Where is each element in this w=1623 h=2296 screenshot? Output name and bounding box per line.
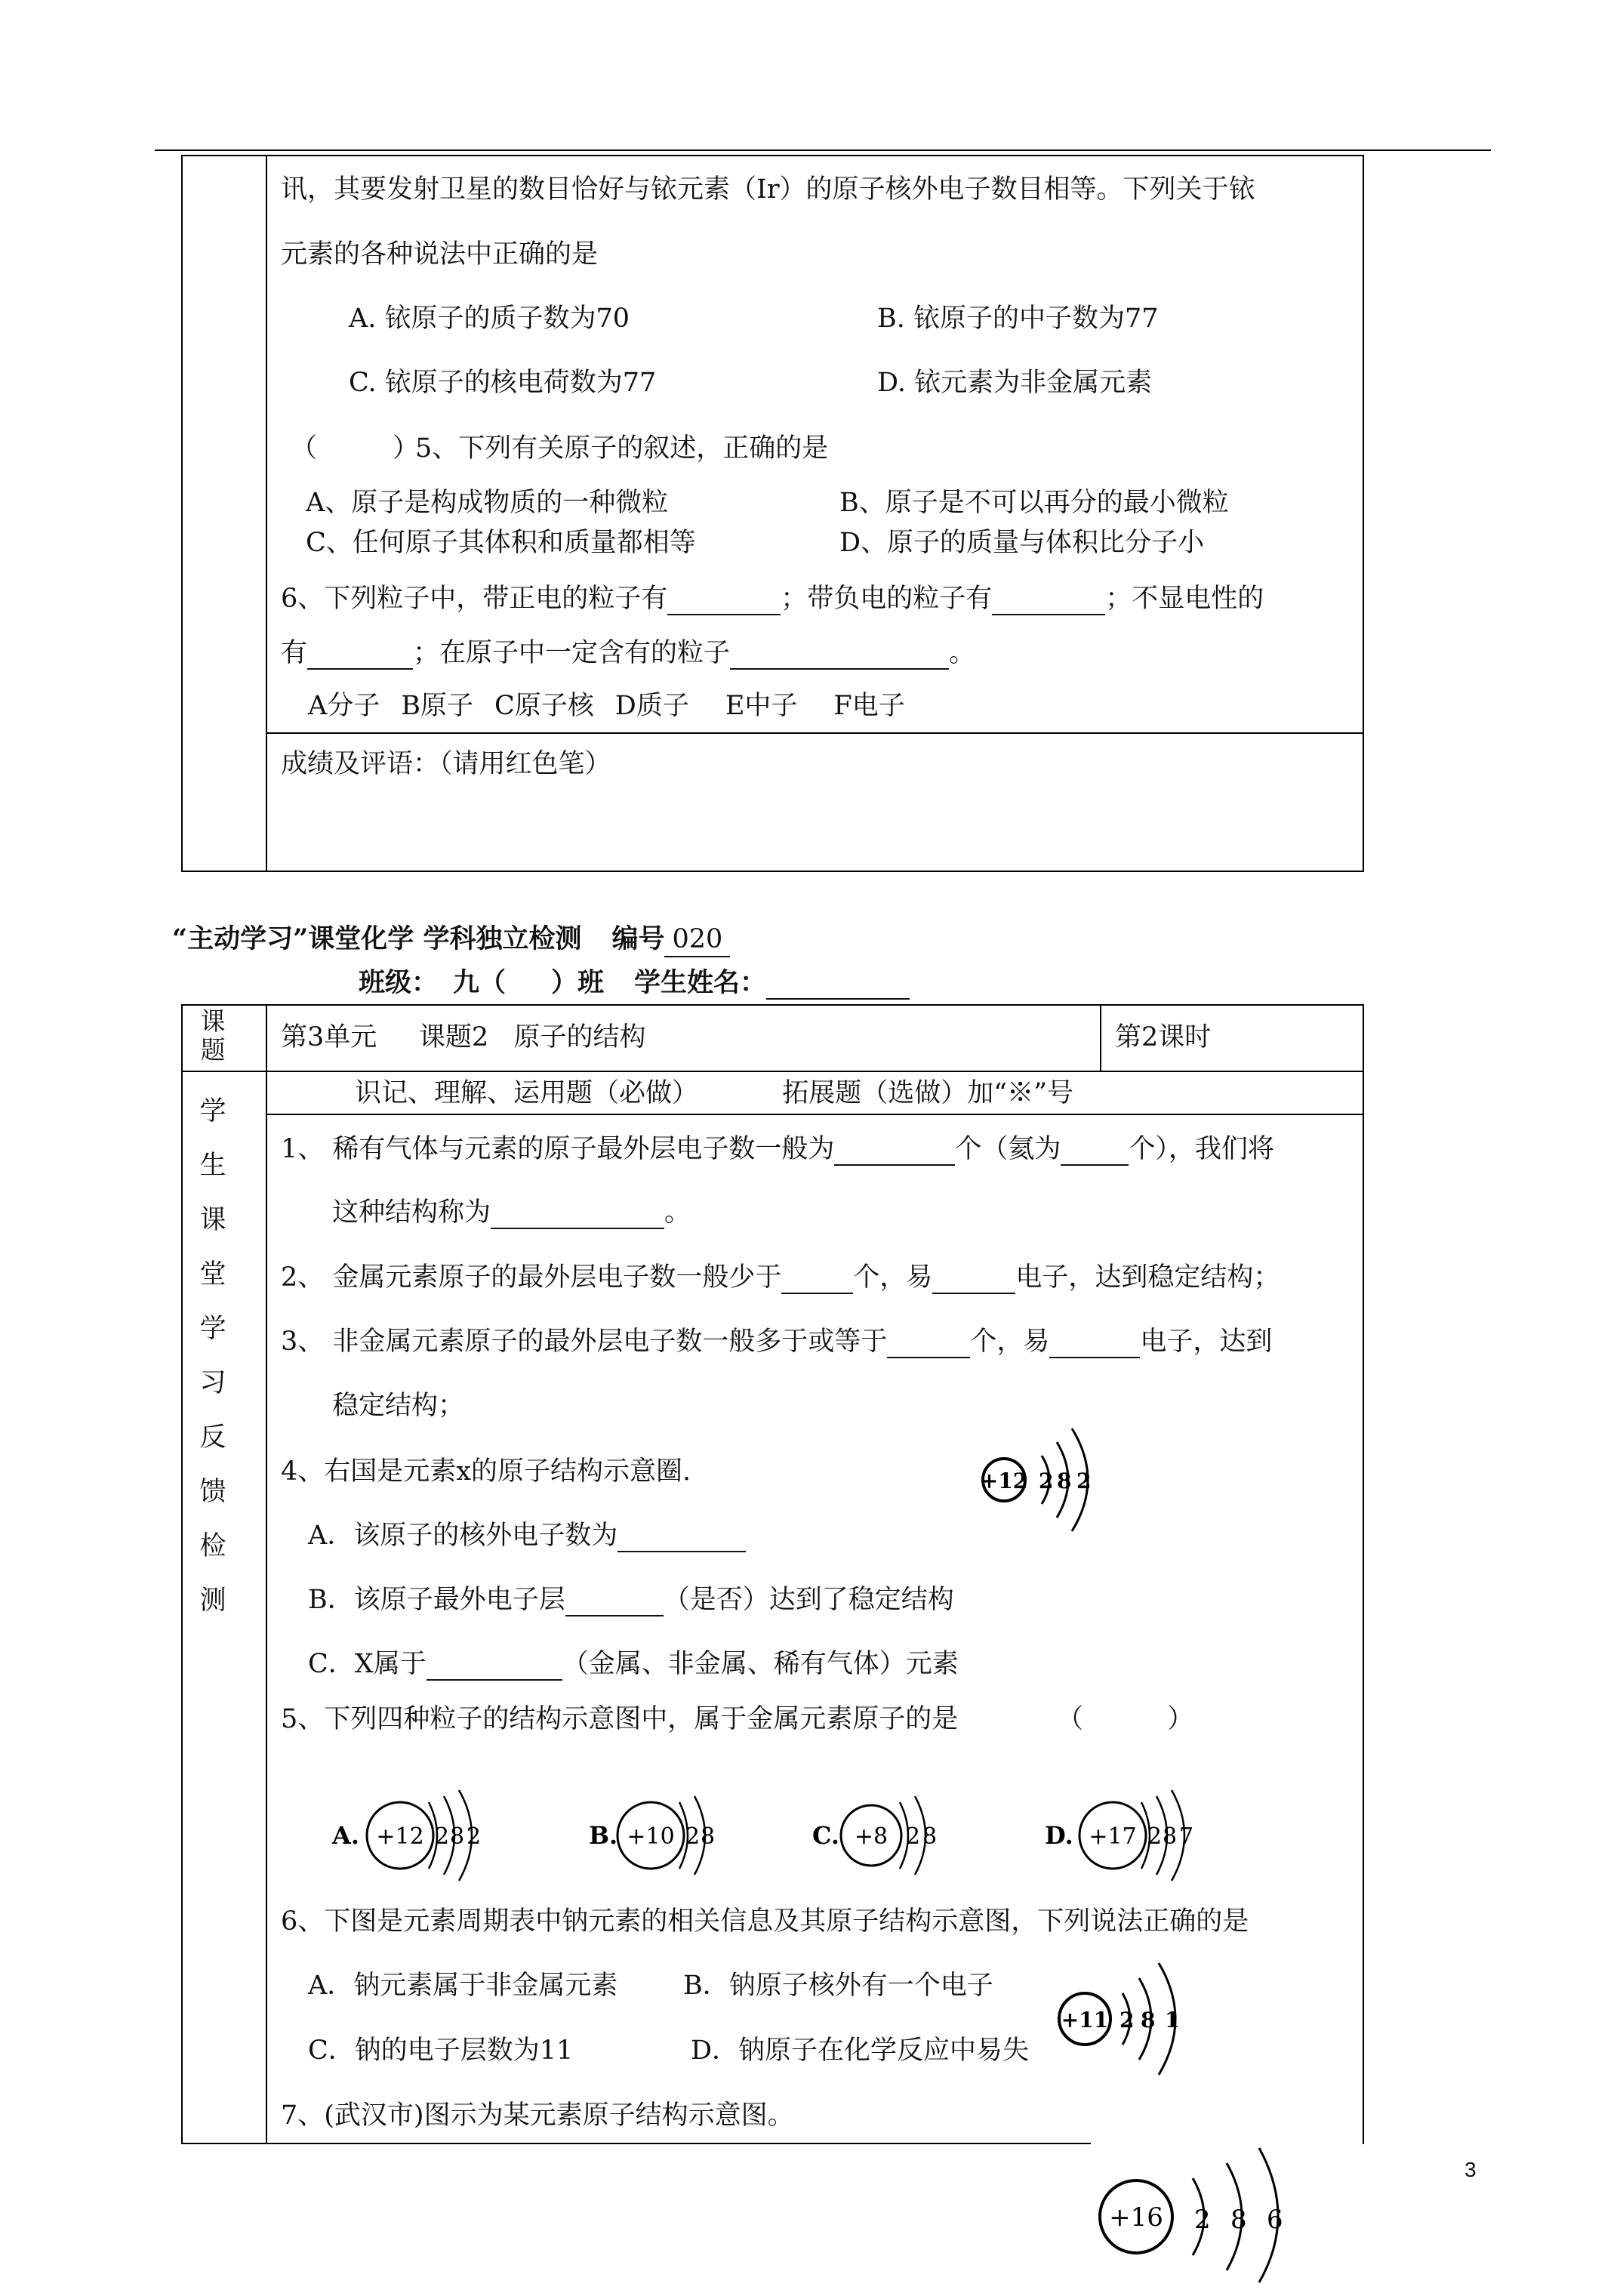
shell-electrons: 2 — [906, 1823, 921, 1850]
student-info: 班级： 九（ ）班 学生姓名： — [359, 966, 910, 1000]
question-6-option-d: D．钠原子在化学反应中易失 — [691, 2036, 1030, 2066]
question-2: 2、 金属元素原子的最外层电子数一般少于 个，易 电子，达到稳定结构； — [281, 1262, 1280, 1293]
unit-topic: 第3单元 课题2 原子的结构 — [281, 1022, 646, 1052]
student-name-field[interactable] — [766, 972, 910, 1000]
answer-blank[interactable] — [491, 1202, 664, 1229]
shell-electrons: 8 — [1141, 2008, 1156, 2032]
worksheet-title: “主动学习”课堂化学 学科独立检测 编号 020 — [172, 923, 730, 957]
nucleus-charge: +11 — [1061, 2008, 1109, 2032]
option-b: B、原子是不可以再分的最小微粒 — [839, 488, 1229, 518]
question-7: 7、(武汉市)图示为某元素原子结构示意图。 — [281, 2100, 794, 2131]
question-5-text: 5、下列有关原子的叙述，正确的是 — [415, 433, 829, 464]
lesson-number: 第2课时 — [1115, 1022, 1212, 1052]
option-d: D、原子的质量与体积比分子小 — [839, 528, 1205, 558]
option-label: D. — [1045, 1821, 1073, 1850]
answer-blank[interactable] — [617, 1525, 746, 1552]
answer-blank[interactable] — [667, 588, 781, 615]
question-4-option-c: C．X属于 （金属、非金属、稀有气体）元素 — [308, 1649, 959, 1679]
side-label-char: 学 — [199, 1314, 226, 1344]
side-label-char: 学 — [199, 1096, 226, 1126]
instructions: 识记、理解、运用题（必做） 拓展题（选做）加“※”号 — [355, 1078, 1074, 1108]
shell-electrons: 8 — [1057, 1469, 1072, 1493]
shell-electrons: 2 — [1194, 2205, 1211, 2235]
answer-blank[interactable] — [307, 643, 413, 670]
atom-diagram-a — [325, 1786, 506, 1884]
option-c: C. 铱原子的核电荷数为77 — [349, 368, 657, 398]
question-6-line2: 有 ；在原子中一定含有的粒子 。 — [281, 638, 976, 668]
option-c: C、任何原子其体积和质量都相等 — [306, 528, 696, 558]
question-4-option-a: A．该原子的核外电子数为 — [308, 1519, 746, 1552]
side-label-char: 生 — [199, 1151, 226, 1181]
answer-blank[interactable] — [1061, 1139, 1129, 1166]
answer-blank[interactable] — [932, 1267, 1015, 1294]
question-5: 5、下列四种粒子的结构示意图中，属于金属元素原子的是 — [281, 1704, 959, 1734]
question-6-option-c: C．钠的电子层数为11 — [308, 2036, 574, 2066]
side-label-char: 馈 — [199, 1477, 226, 1507]
question-4-text-line1: 讯，其要发射卫星的数目恰好与铱元素（Ir）的原子核外电子数目相等。下列关于铱 — [281, 174, 1255, 205]
question-4: 4、右国是元素x的原子结构示意圈. — [281, 1456, 691, 1487]
shell-electrons: 8 — [922, 1823, 938, 1850]
shell-electrons: 1 — [1165, 2008, 1180, 2032]
nucleus-charge: +10 — [627, 1823, 675, 1850]
nucleus-charge: +17 — [1089, 1823, 1137, 1850]
question-6-option-b: B．钠原子核外有一个电子 — [683, 1971, 993, 2001]
shell-electrons: 8 — [1230, 2205, 1247, 2235]
shell-electrons: 8 — [450, 1823, 465, 1850]
question-1: 1、 稀有气体与元素的原子最外层电子数一般为 个（氦为 个），我们将 — [281, 1134, 1274, 1164]
shell-electrons: 2 — [1147, 1823, 1163, 1850]
answer-blank[interactable] — [781, 1267, 853, 1294]
particle-options: A分子 B原子 C原子核 D质子 E中子 F电子 — [308, 691, 905, 721]
shell-electrons: 8 — [1163, 1823, 1178, 1850]
option-d: D. 铱元素为非金属元素 — [877, 368, 1153, 398]
atom-diagram-b — [581, 1786, 732, 1884]
topic-label: 课题 — [200, 1006, 226, 1065]
nucleus-charge: +16 — [1109, 2202, 1163, 2233]
answer-blank[interactable] — [887, 1331, 970, 1358]
nucleus-charge: +12 — [980, 1469, 1028, 1493]
side-label-char: 测 — [199, 1586, 226, 1616]
page-number: 3 — [1464, 2158, 1477, 2181]
question-1-line2: 这种结构称为 。 — [332, 1197, 691, 1228]
answer-paren: （ ） — [1057, 1704, 1194, 1734]
atom-diagram-q7 — [1095, 2140, 1306, 2284]
answer-paren-close: ） — [393, 433, 420, 464]
shell-electrons: 2 — [685, 1823, 701, 1850]
shell-electrons: 2 — [1119, 2008, 1135, 2032]
answer-paren-open: （ — [291, 433, 318, 464]
nucleus-charge: +12 — [376, 1823, 424, 1850]
question-6: 6、下图是元素周期表中钠元素的相关信息及其原子结构示意图，下列说法正确的是 — [281, 1906, 1249, 1937]
question-6-option-a: A．钠元素属于非金属元素 — [308, 1971, 618, 2001]
shell-electrons: 6 — [1267, 2205, 1283, 2235]
atom-diagram-d — [1042, 1786, 1223, 1884]
shell-electrons: 2 — [1039, 1469, 1054, 1493]
option-b: B. 铱原子的中子数为77 — [877, 304, 1159, 334]
atom-diagram-c — [806, 1786, 957, 1884]
option-a: A. 铱原子的质子数为70 — [349, 304, 630, 334]
question-4-text-line2: 元素的各种说法中正确的是 — [281, 239, 599, 270]
option-label: A. — [332, 1821, 359, 1850]
question-3-line2: 稳定结构； — [332, 1391, 465, 1421]
question-6-line1: 6、下列粒子中，带正电的粒子有 ；带负电的粒子有 ；不显电性的 — [281, 584, 1264, 614]
answer-blank[interactable] — [730, 643, 949, 670]
side-label-char: 课 — [199, 1205, 226, 1235]
answer-blank[interactable] — [565, 1589, 664, 1616]
nucleus-charge: +8 — [854, 1823, 888, 1850]
shell-electrons: 8 — [701, 1823, 716, 1850]
question-3: 3、 非金属元素原子的最外层电子数一般多于或等于 个，易 电子，达到 — [281, 1327, 1273, 1357]
side-label-char: 检 — [199, 1531, 226, 1561]
grade-comment-label: 成绩及评语：（请用红色笔） — [281, 749, 611, 779]
shell-electrons: 2 — [467, 1823, 482, 1850]
atom-diagram-q4 — [974, 1419, 1147, 1548]
answer-blank[interactable] — [992, 588, 1105, 615]
side-label-char: 反 — [199, 1422, 226, 1453]
question-4-option-b: B．该原子最外电子层 （是否）达到了稳定结构 — [308, 1585, 954, 1615]
side-label-char: 堂 — [199, 1259, 226, 1290]
option-a: A、原子是构成物质的一种微粒 — [306, 488, 669, 518]
answer-blank[interactable] — [834, 1139, 955, 1166]
option-label: B. — [589, 1821, 618, 1850]
worksheet-number: 020 — [664, 923, 730, 957]
shell-electrons: 2 — [1076, 1469, 1092, 1493]
answer-blank[interactable] — [427, 1653, 562, 1681]
shell-electrons: 7 — [1179, 1823, 1194, 1850]
answer-blank[interactable] — [1049, 1331, 1140, 1358]
option-label: C. — [812, 1821, 840, 1850]
side-label-char: 习 — [199, 1368, 226, 1398]
header-rule — [155, 149, 1491, 151]
atom-diagram-sodium — [1053, 1955, 1204, 2084]
shell-electrons: 2 — [435, 1823, 450, 1850]
